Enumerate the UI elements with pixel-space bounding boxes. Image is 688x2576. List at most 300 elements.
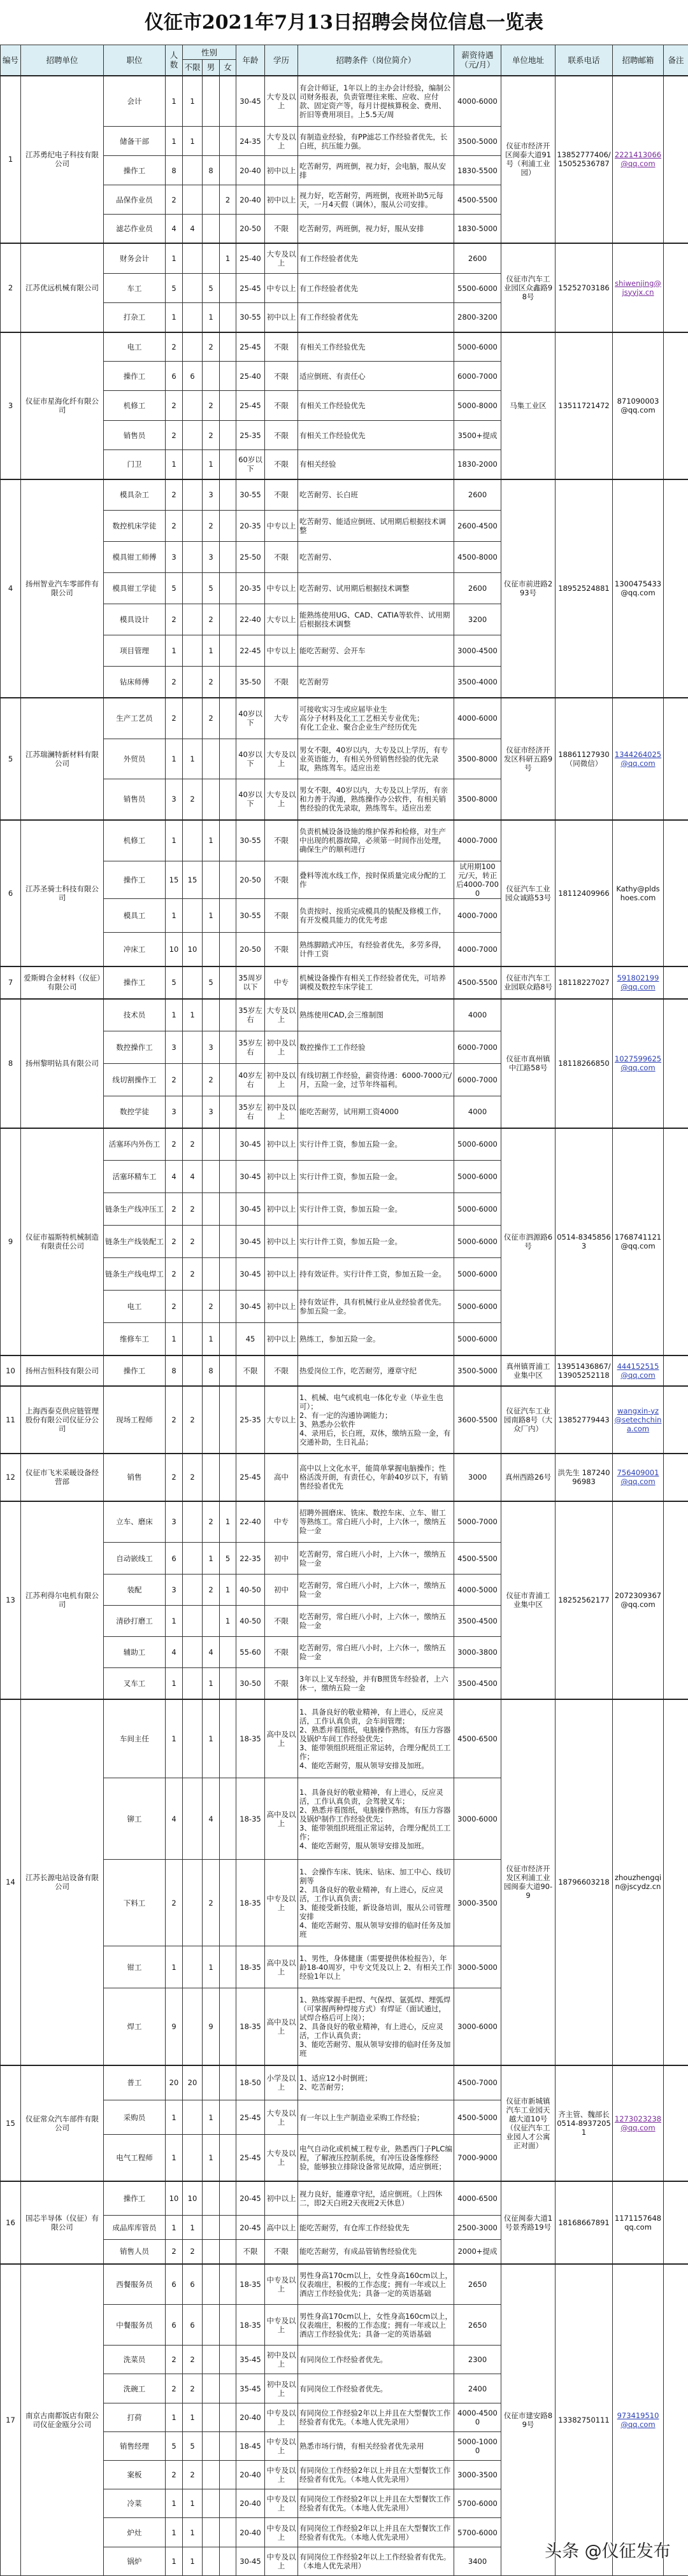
company-note xyxy=(664,2065,688,2181)
job-education: 大专 xyxy=(265,698,298,739)
job-count: 8 xyxy=(166,156,183,185)
company-address: 仪征市泗源路6号 xyxy=(501,1128,555,1355)
job-title: 中餐服务员 xyxy=(104,2305,166,2346)
gender-female-count xyxy=(220,274,236,303)
job-education: 大专及以上 xyxy=(265,779,298,820)
gender-female-count xyxy=(220,1454,236,1501)
gender-male-count xyxy=(203,933,220,966)
watermark: 头条 @仪征发布 xyxy=(545,2537,671,2562)
job-education: 中专 xyxy=(265,1501,298,1543)
company-email-link[interactable]: shiwenjing@jsyyjx.cn xyxy=(615,279,661,297)
job-requirements: 负责按时、按质完成模具的装配及修模工作，有开发模具能力的优先考虑 xyxy=(298,899,454,933)
company-phone: 13852779443 xyxy=(555,1386,613,1454)
company-email-link[interactable]: 1273023238@qq.com xyxy=(615,2114,661,2132)
job-education: 不限 xyxy=(265,391,298,421)
gender-male-count: 2 xyxy=(203,698,220,739)
job-age: 18-35 xyxy=(236,1860,265,1946)
job-age: 30-45 xyxy=(236,1193,265,1226)
company-number: 10 xyxy=(1,1355,21,1386)
job-salary: 7000-9000 xyxy=(454,2135,501,2181)
gender-female-count xyxy=(220,1988,236,2065)
company-phone: 13852777406/15052536787 xyxy=(555,76,613,243)
gender-male-count: 5 xyxy=(203,274,220,303)
job-salary: 3000-3500 xyxy=(454,1860,501,1946)
job-education: 高中 xyxy=(265,1454,298,1501)
job-title: 成品库库管员 xyxy=(104,2216,166,2240)
job-title: 案板 xyxy=(104,2461,166,2489)
gender-any-count xyxy=(183,2135,203,2181)
company-note xyxy=(664,698,688,820)
gender-any-count xyxy=(183,698,203,739)
gender-male-count: 3 xyxy=(203,479,220,511)
job-title: 外贸员 xyxy=(104,739,166,779)
gender-female-count xyxy=(220,1226,236,1258)
job-salary: 3200 xyxy=(454,604,501,635)
company-address: 仪征市汽车工业园区众鑫路98号 xyxy=(501,243,555,332)
job-count: 6 xyxy=(166,2264,183,2305)
job-age: 30-45 xyxy=(236,1226,265,1258)
company-note xyxy=(664,76,688,243)
job-requirements: 可接收实习生或应届毕业生 高分子材料及化工工艺相关专业优先； 有化工企业、聚合企业生产经历优先 xyxy=(298,698,454,739)
gender-male-count: 1 xyxy=(203,2135,220,2181)
gender-male-count: 3 xyxy=(203,542,220,573)
job-education: 初中及以上 xyxy=(265,1031,298,1064)
job-salary: 3000-6000 xyxy=(454,1778,501,1860)
gender-any-count: 1 xyxy=(183,76,203,127)
job-title: 链条生产线电焊工 xyxy=(104,1258,166,1291)
job-salary: 2400 xyxy=(454,2374,501,2403)
header-company: 招聘单位 xyxy=(21,45,104,76)
job-title: 数控机床学徒 xyxy=(104,511,166,542)
job-requirements: 有同岗位工作经验2年以上并且在大型餐饮工作经验者有优先。（本地人优先录用） xyxy=(298,2489,454,2518)
job-count: 8 xyxy=(166,1355,183,1386)
gender-male-count: 1 xyxy=(203,899,220,933)
company-phone: 18952524881 xyxy=(555,479,613,698)
gender-any-count xyxy=(183,542,203,573)
job-education: 不限 xyxy=(265,479,298,511)
job-title: 模具杂工 xyxy=(104,479,166,511)
company-number: 4 xyxy=(1,479,21,698)
job-title: 链条生产线冲压工 xyxy=(104,1193,166,1226)
job-age: 30-45 xyxy=(236,1291,265,1323)
header-education: 学历 xyxy=(265,45,298,76)
job-count: 2 xyxy=(166,667,183,698)
table-row xyxy=(1,1454,688,1501)
job-title: 操作工 xyxy=(104,861,166,899)
gender-male-count: 2 xyxy=(203,1291,220,1323)
job-salary: 2500-3000 xyxy=(454,2216,501,2240)
job-salary: 2600 xyxy=(454,479,501,511)
job-count: 6 xyxy=(166,1543,183,1575)
company-name: 扬州黎明钻具有限公司 xyxy=(21,999,104,1128)
table-row xyxy=(1,966,688,999)
gender-any-count: 1 xyxy=(183,2518,203,2547)
job-requirements: 吃苦耐劳 xyxy=(298,667,454,698)
job-title: 洗碗工 xyxy=(104,2374,166,2403)
company-note xyxy=(664,1128,688,1355)
table-row xyxy=(1,698,688,739)
job-requirements: 能吃苦耐劳，有成品管销售经验优先 xyxy=(298,2240,454,2264)
job-count: 20 xyxy=(166,2065,183,2100)
company-email-cell xyxy=(613,966,664,999)
job-salary: 5000-7000 xyxy=(454,1501,501,1543)
gender-any-count: 10 xyxy=(183,933,203,966)
gender-female-count xyxy=(220,1860,236,1946)
job-age: 20-40 xyxy=(236,156,265,185)
job-education: 不限 xyxy=(265,2240,298,2264)
job-salary: 4500-5500 xyxy=(454,966,501,999)
job-education: 大专及以上 xyxy=(265,999,298,1031)
gender-any-count xyxy=(183,1323,203,1355)
job-title: 辅助工 xyxy=(104,1637,166,1668)
company-address: 仪征市前进路293号 xyxy=(501,479,555,698)
job-education: 初中以上 xyxy=(265,1128,298,1161)
gender-female-count xyxy=(220,698,236,739)
job-requirements: 男性身高170cm以上，女性身高160cm以上，仪表端庄，积极的工作态度；拥有一年或以上酒店工作经验优先；具备一定的英语基础 xyxy=(298,2305,454,2346)
gender-female-count xyxy=(220,421,236,450)
job-title: 机修工 xyxy=(104,391,166,421)
job-education: 中专及以上 xyxy=(265,2305,298,2346)
gender-female-count xyxy=(220,362,236,391)
table-row xyxy=(1,1501,688,1543)
job-salary: 4500-5500 xyxy=(454,1543,501,1575)
job-age: 30-45 xyxy=(236,1161,265,1193)
job-title: 维修车工 xyxy=(104,1323,166,1355)
job-count: 1 xyxy=(166,2100,183,2135)
company-number: 5 xyxy=(1,698,21,820)
job-education: 大专及以上 xyxy=(265,127,298,156)
job-age: 30-55 xyxy=(236,899,265,933)
job-count: 2 xyxy=(166,511,183,542)
job-age: 20-50 xyxy=(236,933,265,966)
job-age: 不限 xyxy=(236,1355,265,1386)
job-education: 高中及以上 xyxy=(265,1699,298,1778)
job-title: 模具钳工师傅 xyxy=(104,542,166,573)
job-count: 4 xyxy=(166,1778,183,1860)
job-education: 初中及以上 xyxy=(265,1096,298,1128)
job-title: 洗菜员 xyxy=(104,2346,166,2374)
job-title: 数控操作工 xyxy=(104,1031,166,1064)
gender-any-count xyxy=(183,1501,203,1543)
job-salary: 4000-5000 xyxy=(454,1575,501,1606)
gender-male-count xyxy=(203,1128,220,1161)
job-count: 2 xyxy=(166,2240,183,2264)
job-count: 1 xyxy=(166,2403,183,2432)
gender-female-count xyxy=(220,1258,236,1291)
company-phone: 齐主管、魏部长 0514-89372051 xyxy=(555,2065,613,2181)
job-salary: 2600 xyxy=(454,573,501,604)
job-title: 西餐服务员 xyxy=(104,2264,166,2305)
job-education: 大专及以上 xyxy=(265,2135,298,2181)
company-email-cell xyxy=(613,1355,664,1386)
company-name: 仪征常众汽车部件有限公司 xyxy=(21,2065,104,2181)
job-age: 30-45 xyxy=(236,1128,265,1161)
job-requirements: 有相关工作经验优先 xyxy=(298,421,454,450)
job-salary: 3000-5000 xyxy=(454,1946,501,1988)
gender-any-count xyxy=(183,303,203,332)
job-education: 高中及以上 xyxy=(265,1946,298,1988)
job-title: 操作工 xyxy=(104,362,166,391)
job-education: 中专以上 xyxy=(265,274,298,303)
company-note xyxy=(664,1699,688,2065)
job-education: 不限 xyxy=(265,861,298,899)
company-email: 1300475433@qq.com xyxy=(613,479,664,698)
job-age: 35-45 xyxy=(236,2346,265,2374)
job-title: 普工 xyxy=(104,2065,166,2100)
job-count: 2 xyxy=(166,1193,183,1226)
job-requirements: 1、具备良好的敬业精神，有上进心，反应灵活，工作认真负责，会车间管理； 2、熟悉并看图纸，电脑操作熟练，有压力容器及锅炉车间工作经验优先； 3、能带领组织班组正常运转，合理分配员工工作； 4、能吃苦耐劳，服从领导安排及加班。 xyxy=(298,1699,454,1778)
job-requirements: 吃苦耐劳，两班倒，视力好，服从安排 xyxy=(298,215,454,243)
job-education: 中专及以上 xyxy=(265,1860,298,1946)
gender-male-count: 1 xyxy=(203,1323,220,1355)
job-count: 1 xyxy=(166,1946,183,1988)
gender-any-count: 1 xyxy=(183,2489,203,2518)
table-row xyxy=(1,1128,688,1161)
job-salary: 4000-7000 xyxy=(454,899,501,933)
gender-female-count xyxy=(220,779,236,820)
gender-any-count xyxy=(183,1355,203,1386)
gender-male-count xyxy=(203,739,220,779)
gender-female-count: 1 xyxy=(220,243,236,274)
company-note xyxy=(664,999,688,1128)
job-count: 2 xyxy=(166,479,183,511)
gender-female-count xyxy=(220,604,236,635)
gender-female-count xyxy=(220,1096,236,1128)
header-count: 人数 xyxy=(166,45,183,76)
job-education: 不限 xyxy=(265,362,298,391)
job-education: 初中及以上 xyxy=(265,2374,298,2403)
gender-male-count: 1 xyxy=(203,1543,220,1575)
job-count: 6 xyxy=(166,2305,183,2346)
gender-any-count xyxy=(183,274,203,303)
company-address: 仪征汽车工业园南路8号（大众厂内） xyxy=(501,1386,555,1454)
gender-female-count xyxy=(220,573,236,604)
job-salary: 试用期100元/天，转正后4000-7000 xyxy=(454,861,501,899)
gender-male-count xyxy=(203,1226,220,1258)
job-salary: 3600-5500 xyxy=(454,1386,501,1454)
job-requirements: 熟悉市场行情，有相关经验者优先录用 xyxy=(298,2432,454,2461)
job-title: 装配 xyxy=(104,1575,166,1606)
company-phone: 18118266850 xyxy=(555,999,613,1128)
header-no: 编号 xyxy=(1,45,21,76)
job-requirements: 有相关工作经验优先 xyxy=(298,391,454,421)
job-education: 初中以上 xyxy=(265,1226,298,1258)
table-row xyxy=(1,332,688,362)
header-gender-any: 不限 xyxy=(183,60,203,76)
job-requirements: 吃苦耐劳，两班倒，视力好，会电脑，服从安排 xyxy=(298,156,454,185)
gender-male-count xyxy=(203,779,220,820)
company-email-link[interactable]: 973419510@qq.com xyxy=(617,2411,659,2429)
company-name: 江苏瑞澜特新材料有限公司 xyxy=(21,698,104,820)
gender-male-count xyxy=(203,861,220,899)
company-address: 仪征市真州镇中江路58号 xyxy=(501,999,555,1128)
gender-female-count: 2 xyxy=(220,185,236,215)
job-requirements: 持有效证件。实行计件工资，参加五险一金。 xyxy=(298,1258,454,1291)
job-salary: 2600 xyxy=(454,243,501,274)
company-email-link[interactable]: 1344264025@qq.com xyxy=(615,750,661,768)
company-phone: 18252562177 xyxy=(555,1501,613,1699)
gender-male-count: 1 xyxy=(203,1946,220,1988)
job-salary: 2650 xyxy=(454,2264,501,2305)
job-requirements: 吃苦耐劳、试用期后根据技术调整 xyxy=(298,573,454,604)
company-email-link[interactable]: 2221413066@qq.com xyxy=(615,150,661,168)
job-count: 10 xyxy=(166,933,183,966)
company-number: 13 xyxy=(1,1501,21,1699)
gender-any-count: 4 xyxy=(183,215,203,243)
job-salary: 3400 xyxy=(454,2547,501,2576)
company-email: Kathy@pldshoes.com xyxy=(613,820,664,966)
gender-any-count: 2 xyxy=(183,1454,203,1501)
job-salary: 2300 xyxy=(454,2346,501,2374)
job-title: 活塞环精车工 xyxy=(104,1161,166,1193)
job-count: 2 xyxy=(166,391,183,421)
gender-female-count xyxy=(220,450,236,479)
job-title: 电工 xyxy=(104,1291,166,1323)
job-salary: 6000-7000 xyxy=(454,1064,501,1096)
table-row xyxy=(1,2264,688,2305)
job-count: 3 xyxy=(166,1031,183,1064)
company-name: 江苏利得尔电机有限公司 xyxy=(21,1501,104,1699)
gender-female-count xyxy=(220,1161,236,1193)
job-requirements: 持有效证件，具有机械行业从业经验者优先。参加五险一金。 xyxy=(298,1291,454,1323)
company-note xyxy=(664,1355,688,1386)
gender-any-count: 2 xyxy=(183,2461,203,2489)
job-age: 35-50 xyxy=(236,667,265,698)
job-count: 10 xyxy=(166,2181,183,2216)
job-salary: 5000-6000 xyxy=(454,1258,501,1291)
job-title: 电工 xyxy=(104,332,166,362)
gender-male-count xyxy=(203,2240,220,2264)
company-email-link[interactable]: 444152515@qq.com xyxy=(617,1362,659,1380)
gender-any-count xyxy=(183,1064,203,1096)
job-count: 1 xyxy=(166,899,183,933)
job-age: 20-50 xyxy=(236,861,265,899)
job-education: 高中以上 xyxy=(265,2216,298,2240)
table-row xyxy=(1,243,688,274)
job-title: 车间主任 xyxy=(104,1699,166,1778)
job-age: 18-35 xyxy=(236,1946,265,1988)
company-email: 2072309367@qq.com xyxy=(613,1501,664,1699)
company-phone: 18796603218 xyxy=(555,1699,613,2065)
job-requirements: 有会计师证，1年以上的主办会计经验，编制公司财务报表，负责管理往来账、应收、应付款、固定资产等，每月计提核算税金、费用、折旧等费用项目。上5.5天/周 xyxy=(298,76,454,127)
gender-any-count xyxy=(183,573,203,604)
gender-male-count: 2 xyxy=(203,332,220,362)
job-requirements: 有制造业经验，有PP滤芯工作经验者优先，长白班，抗压能力强。 xyxy=(298,127,454,156)
job-salary: 3500-5000 xyxy=(454,1355,501,1386)
job-requirements: 有工作经验者优先 xyxy=(298,274,454,303)
company-email-cell xyxy=(613,999,664,1128)
gender-female-count xyxy=(220,933,236,966)
job-salary: 3000-3800 xyxy=(454,1637,501,1668)
gender-female-count xyxy=(220,2403,236,2432)
job-count: 1 xyxy=(166,127,183,156)
job-age: 20-40 xyxy=(236,2403,265,2432)
job-salary: 4000-6000 xyxy=(454,698,501,739)
job-requirements: 吃苦耐劳，常白班八小时，上六休一，缴纳五险一金 xyxy=(298,1575,454,1606)
gender-any-count xyxy=(183,966,203,999)
job-salary: 3500-8000 xyxy=(454,739,501,779)
job-title: 销售 xyxy=(104,1454,166,1501)
job-count: 2 xyxy=(166,185,183,215)
job-title: 门卫 xyxy=(104,450,166,479)
job-title: 打杂工 xyxy=(104,303,166,332)
gender-any-count: 2 xyxy=(183,1128,203,1161)
gender-male-count xyxy=(203,2216,220,2240)
company-email-link[interactable]: 591802199@qq.com xyxy=(617,973,659,991)
job-education: 中专及以上 xyxy=(265,2489,298,2518)
job-count: 2 xyxy=(166,1226,183,1258)
company-address: 真州镇胥浦工业集中区 xyxy=(501,1355,555,1386)
job-title: 炉灶 xyxy=(104,2518,166,2547)
header-address: 单位地址 xyxy=(501,45,555,76)
job-age: 25-35 xyxy=(236,421,265,450)
gender-female-count xyxy=(220,332,236,362)
gender-female-count xyxy=(220,303,236,332)
job-salary: 3000 xyxy=(454,1454,501,1501)
job-requirements: 有线切割工作经验，薪资待遇：6000-7000元/月，五险一金，过节年终福利。 xyxy=(298,1064,454,1096)
gender-any-count: 1 xyxy=(183,2403,203,2432)
company-phone: 洪先生 18724096983 xyxy=(555,1454,613,1501)
gender-any-count: 2 xyxy=(183,2240,203,2264)
company-address: 仪征市经济开发区科研五路9号 xyxy=(501,698,555,820)
job-requirements: 吃苦耐劳、长白班 xyxy=(298,479,454,511)
job-requirements: 实行计件工资，参加五险一金。 xyxy=(298,1193,454,1226)
gender-male-count: 1 xyxy=(203,1699,220,1778)
company-address: 仪征市建安路89号 xyxy=(501,2264,555,2576)
job-education: 不限 xyxy=(265,215,298,243)
job-salary: 3000-4500 xyxy=(454,635,501,667)
job-education: 中专以上 xyxy=(265,635,298,667)
company-address: 仪征市经济开发区利浦工业园闽泰大道90-9 xyxy=(501,1699,555,2065)
job-salary: 2600-4500 xyxy=(454,511,501,542)
company-address: 仪征市青浦工业集中区 xyxy=(501,1501,555,1699)
company-phone: 18861127930（同微信） xyxy=(555,698,613,820)
job-requirements: 实行计件工资，参加五险一金。 xyxy=(298,1161,454,1193)
gender-any-count xyxy=(183,1543,203,1575)
job-salary: 3500-8000 xyxy=(454,779,501,820)
job-education: 不限 xyxy=(265,1637,298,1668)
company-number: 7 xyxy=(1,966,21,999)
job-education: 不限 xyxy=(265,933,298,966)
gender-male-count: 2 xyxy=(203,1064,220,1096)
job-requirements: 有相关工作经验优先 xyxy=(298,332,454,362)
job-title: 操作工 xyxy=(104,1355,166,1386)
job-title: 滤芯作业员 xyxy=(104,215,166,243)
job-education: 初中及以上 xyxy=(265,2346,298,2374)
job-count: 2 xyxy=(166,1454,183,1501)
company-phone: 18112409966 xyxy=(555,820,613,966)
company-email-link[interactable]: 756409001@qq.com xyxy=(617,1468,659,1486)
gender-any-count xyxy=(183,1988,203,2065)
job-age: 40岁以下 xyxy=(236,739,265,779)
job-count: 3 xyxy=(166,1575,183,1606)
gender-any-count xyxy=(183,450,203,479)
company-phone: 15252703186 xyxy=(555,243,613,332)
job-title: 立车、磨床 xyxy=(104,1501,166,1543)
gender-any-count: 1 xyxy=(183,2216,203,2240)
job-salary: 4500-8000 xyxy=(454,542,501,573)
gender-female-count xyxy=(220,2264,236,2305)
job-salary: 4500-7000 xyxy=(454,2065,501,2100)
job-requirements: 吃苦耐劳、 xyxy=(298,542,454,573)
job-title: 钻床师傅 xyxy=(104,667,166,698)
company-email-link[interactable]: 1027599625@qq.com xyxy=(615,1054,661,1072)
gender-female-count xyxy=(220,1193,236,1226)
job-requirements: 3年以上叉车经验，并有B照货车经验者，上六休一，缴纳五险一金 xyxy=(298,1668,454,1699)
job-title: 模具钳工学徒 xyxy=(104,573,166,604)
company-name: 扬州智业汽车零部件有限公司 xyxy=(21,479,104,698)
company-email-link[interactable]: wangxin-yz@setechchina.com xyxy=(615,1406,662,1433)
